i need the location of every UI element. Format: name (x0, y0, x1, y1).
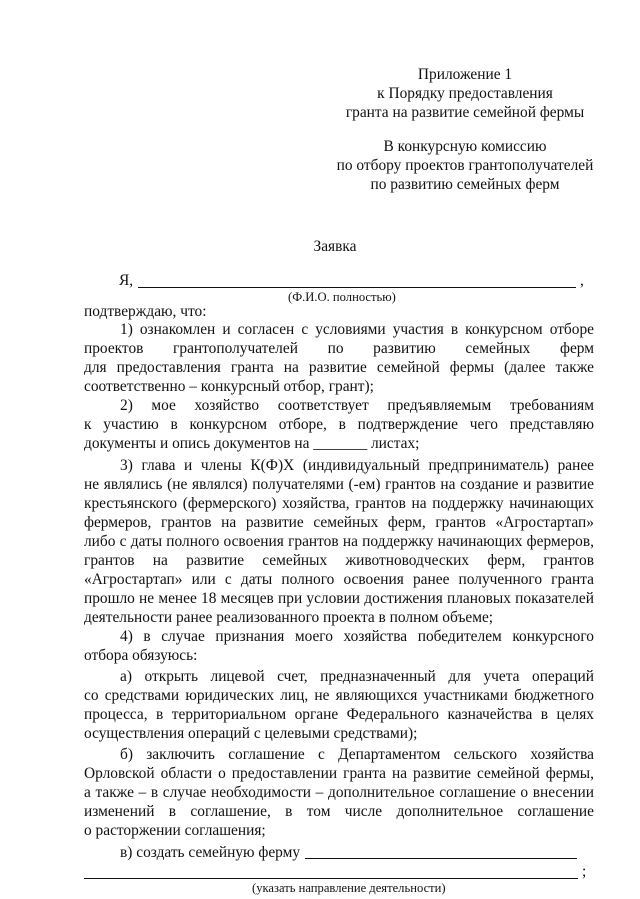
addressee-line-2: по отбору проектов грантополучателей (336, 157, 594, 174)
appendix-line-3: гранта на развитие семейной фермы (345, 104, 585, 121)
item-1-line-3: для предоставления гранта на развитие семейной фермы (далее также (84, 359, 594, 376)
item-3-line-7: «Агростартап» или с даты полного освоения ранее полученного гранта (84, 571, 594, 588)
item-a-line-2: со средствами юридических лиц, не являющихся участниками бюджетного (84, 687, 594, 704)
item-1-line-4: соответственно – конкурсный отбор, грант); (84, 378, 374, 395)
addressee-line-3: по развитию семейных ферм (370, 176, 560, 193)
applicant-name-field[interactable] (138, 287, 576, 288)
item-3-line-9: деятельности ранее реализованного проекта в полном объеме; (84, 609, 494, 626)
item-1-line-2: проектов грантополучателей по развитию семейных ферм (84, 340, 594, 357)
appendix-line-2: к Порядку предоставления (377, 85, 553, 102)
item-b-line-4: изменений в соглашение, в том числе дополнительное соглашение (84, 803, 594, 820)
item-1-line-1: 1) ознакомлен и согласен с условиями участия в конкурсном отборе (120, 321, 594, 338)
item-a-line-1: а) открыть лицевой счет, предназначенный для учета операций (120, 668, 594, 685)
item-3-line-8: прошло не менее 18 месяцев при условии достижения плановых показателей (84, 590, 594, 607)
farm-field-line-2[interactable] (84, 878, 578, 879)
addressee-line-1: В конкурсную комиссию (383, 138, 547, 155)
item-3-line-4: фермеров, грантов на развитие семейных ферм, грантов «Агростартап» (84, 514, 594, 531)
farm-field-line-1[interactable] (305, 858, 577, 859)
item-3-line-5: либо с даты полного освоения грантов на поддержку начинающих фермеров, (84, 533, 594, 550)
item-2-line-1: 2) мое хозяйство соответствует предъявляемым требованиям (120, 397, 594, 414)
item-b-line-3: а также – в случае необходимости – дополнительное соглашение о внесении (84, 784, 594, 801)
item-v-end: ; (582, 863, 587, 880)
farm-field-caption: (указать направление деятельности) (252, 881, 446, 895)
confirm-text: подтверждаю, что: (84, 303, 207, 320)
item-b-line-2: Орловской области о предоставлении гранта на развитие семейной фермы, (84, 765, 594, 782)
item-v-text: в) создать семейную ферму (120, 844, 301, 861)
item-a-line-3: процесса, в территориальном органе Федерального казначейства в целях (84, 706, 594, 723)
appendix-line-1: Приложение 1 (417, 66, 513, 83)
applicant-prefix: Я, (119, 272, 134, 289)
item-b-line-1: б) заключить соглашение с Департаментом сельского хозяйства (120, 746, 594, 763)
applicant-suffix: , (580, 272, 584, 289)
item-3-line-3: крестьянского (фермерского) хозяйства, грантов на поддержку начинающих (84, 495, 594, 512)
item-2-line-3: документы и опись документов на _______ листах; (84, 435, 420, 452)
item-3-line-1: 3) глава и члены К(Ф)Х (индивидуальный предприниматель) ранее (120, 457, 594, 474)
document-title: Заявка (313, 238, 357, 255)
item-4-line-2: отбора обязуюсь: (84, 647, 198, 664)
item-b-line-5: о расторжении соглашения; (84, 822, 266, 839)
item-3-line-6: грантов на развитие семейных животноводческих ферм, грантов (84, 552, 594, 569)
item-4-line-1: 4) в случае признания моего хозяйства победителем конкурсного (120, 628, 594, 645)
applicant-caption: (Ф.И.О. полностью) (288, 290, 396, 304)
item-a-line-4: осуществления операций с целевыми средствами); (84, 725, 418, 742)
item-2-line-2: к участию в конкурсном отборе, в подтверждение чего представляю (84, 416, 594, 433)
item-3-line-2: не являлись (не являлся) получателями (-ем) грантов на создание и развитие (84, 476, 594, 493)
